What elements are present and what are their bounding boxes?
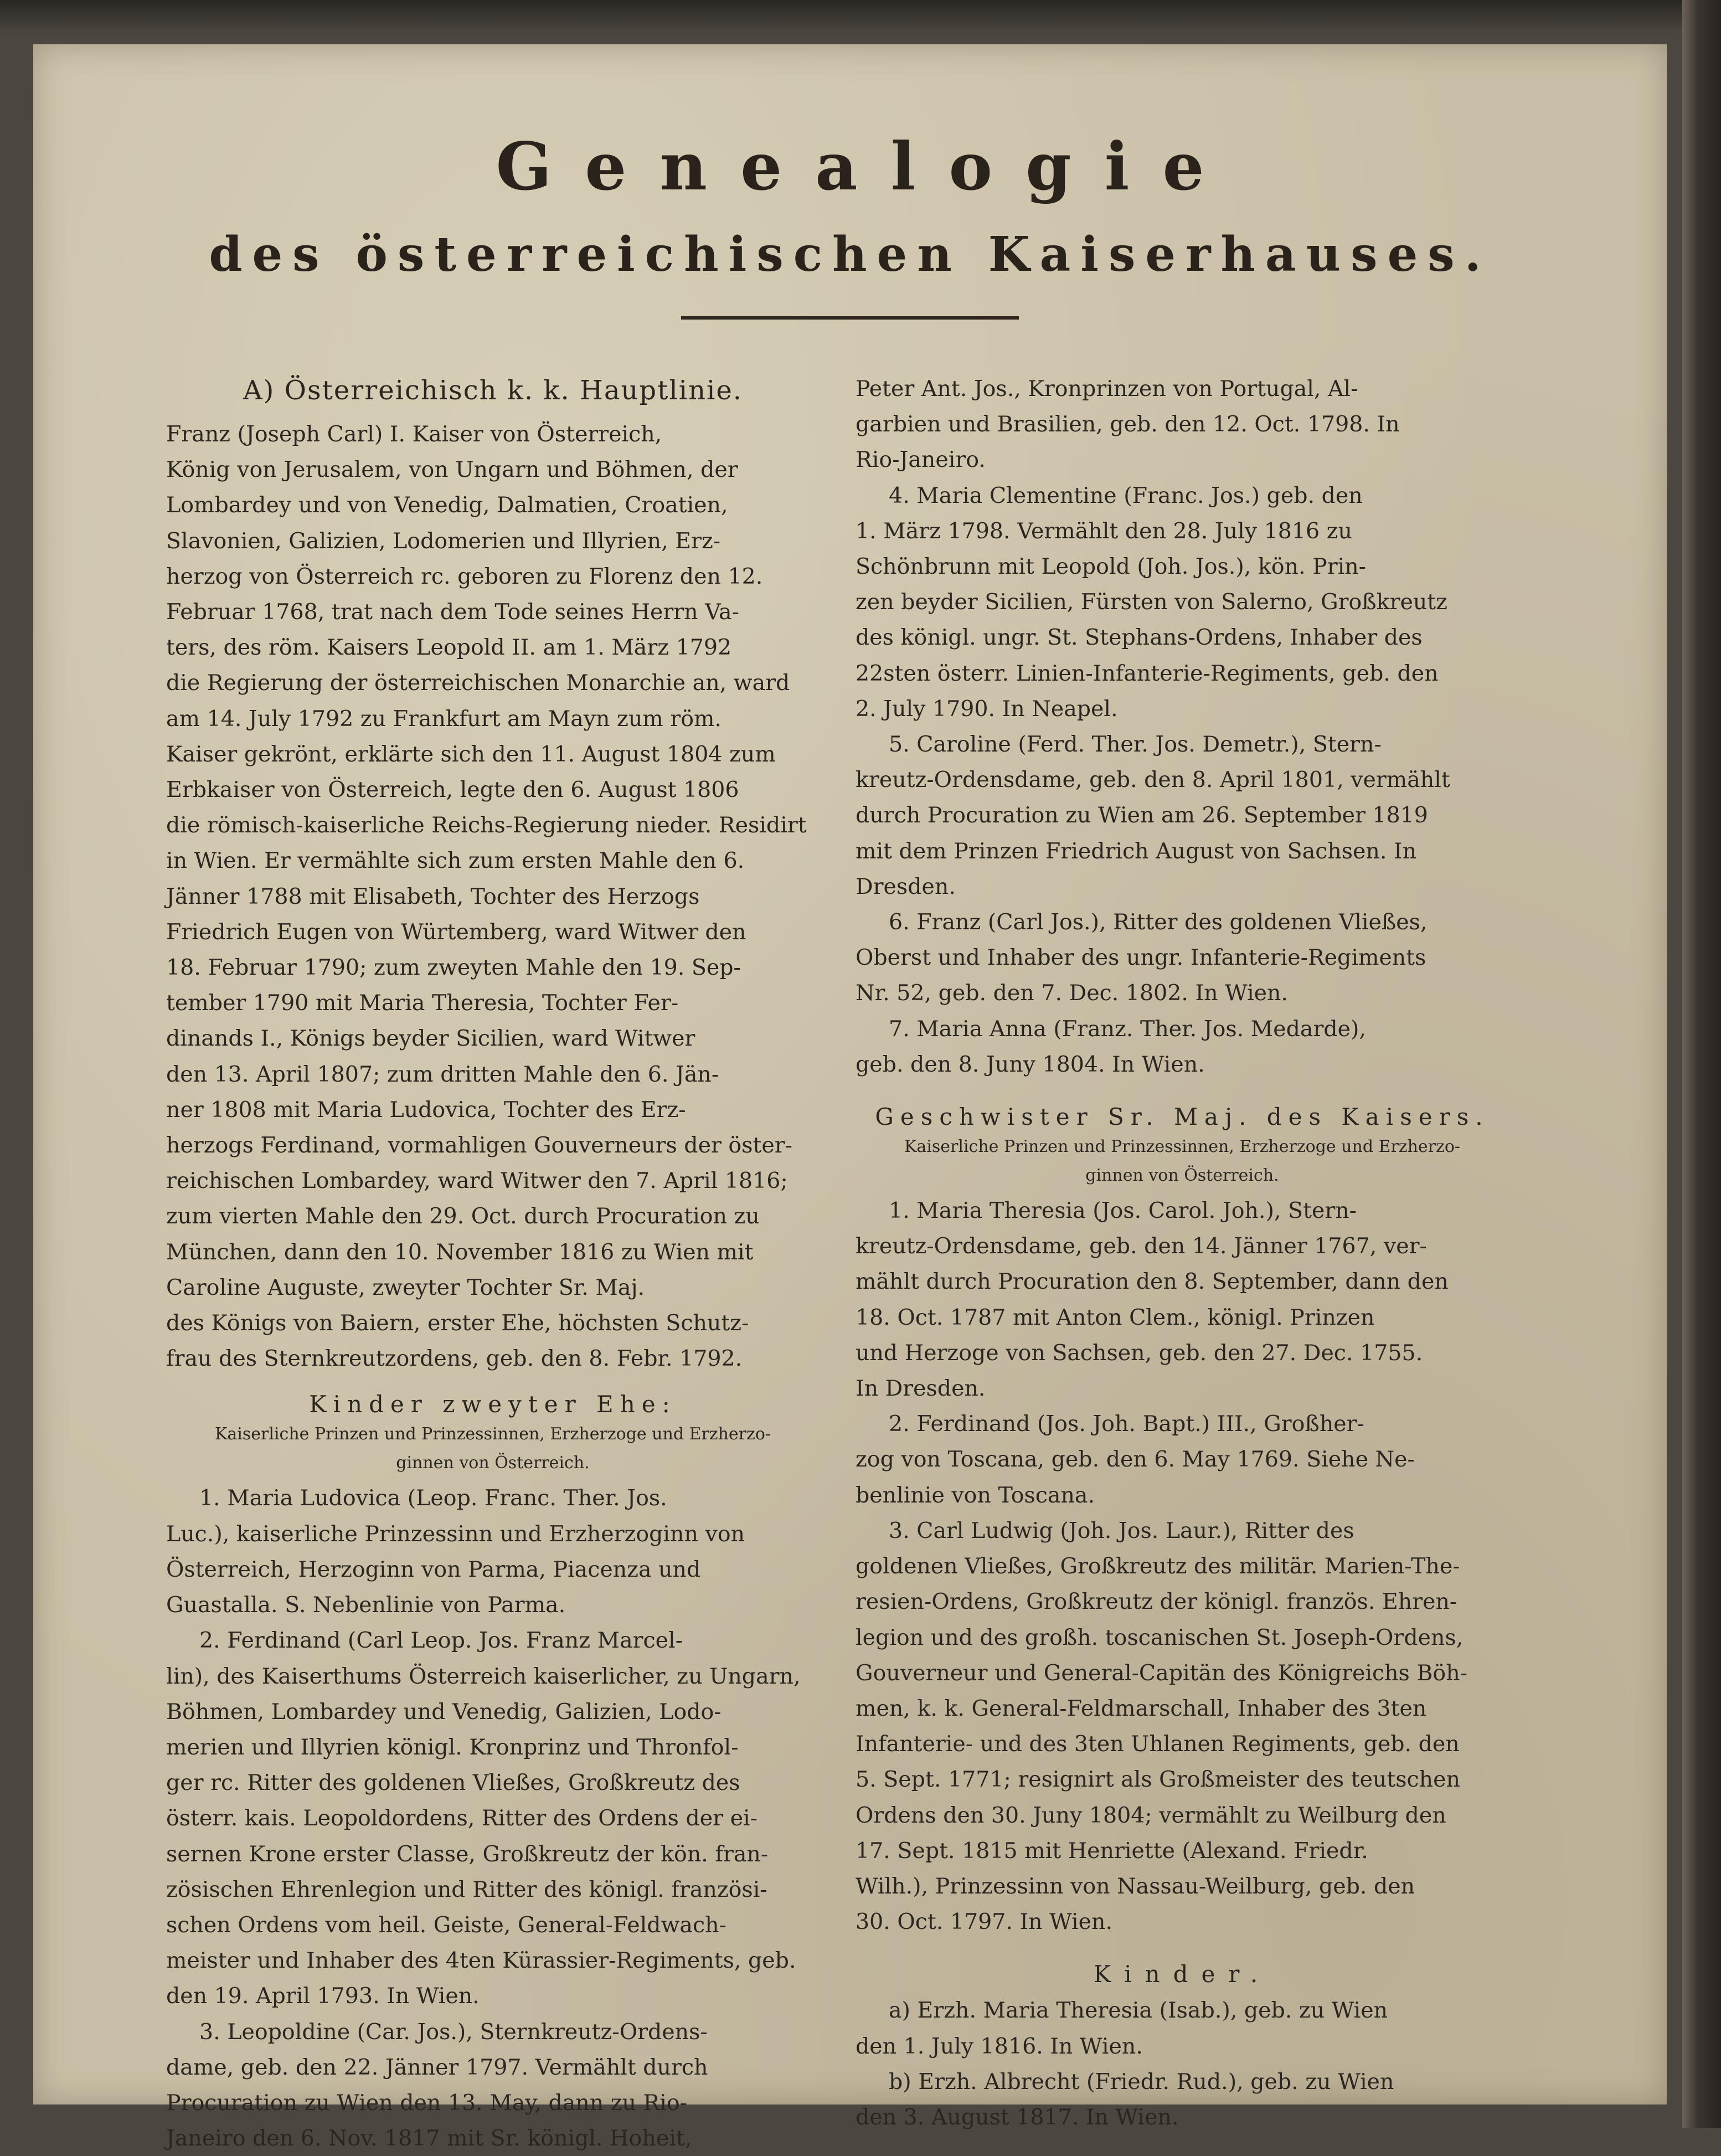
emperor-biography xyxy=(166,416,820,1376)
text-line: legion und des großh. toscanischen St. Joseph-Ordens, xyxy=(856,1624,1464,1650)
text-line: Österreich, Herzoginn von Parma, Piacenza und xyxy=(166,1556,701,1582)
text-line: ger rc. Ritter des goldenen Vließes, Großkreutz des xyxy=(166,1770,740,1796)
text-line: lin), des Kaiserthums Österreich kaiserlicher, zu Ungarn, xyxy=(166,1663,801,1689)
text-line: Slavonien, Galizien, Lodomerien und Illyrien, Erz- xyxy=(166,528,721,554)
text-line: 18. Februar 1790; zum zweyten Mahle den 19. Sep- xyxy=(166,955,741,981)
text-line: Friedrich Eugen von Würtemberg, ward Witwer den xyxy=(166,919,746,945)
text-line: zog von Toscana, geb. den 6. May 1769. Siehe Ne- xyxy=(856,1447,1415,1473)
siblings-list xyxy=(856,1193,1509,1939)
text-line: Infanterie- und des 3ten Uhlanen Regiments, geb. den xyxy=(856,1731,1460,1757)
text-line: 4. Maria Clementine (Franc. Jos.) geb. den xyxy=(889,482,1363,508)
siblings-heading: Geschwister Sr. Maj. des Kaisers. xyxy=(875,1103,1490,1131)
text-line: mit dem Prinzen Friedrich August von Sachsen. In xyxy=(856,838,1417,864)
text-line: am 14. July 1792 zu Frankfurt am Mayn zum röm. xyxy=(166,706,722,732)
text-line: garbien und Brasilien, geb. den 12. Oct. 1798. In xyxy=(856,411,1400,438)
text-line: Oberst und Inhaber des ungr. Infanterie-Regiments xyxy=(856,945,1426,971)
children-heading: Kinder zweyter Ehe: xyxy=(309,1391,677,1418)
text-line: 17. Sept. 1815 mit Henriette (Alexand. Friedr. xyxy=(856,1838,1368,1864)
text-line: Janeiro den 6. Nov. 1817 mit Sr. königl. Hoheit, xyxy=(166,2126,692,2152)
text-line: goldenen Vließes, Großkreutz des militär. Marien-The- xyxy=(856,1553,1460,1579)
text-line: geb. den 8. Juny 1804. In Wien. xyxy=(856,1051,1205,1077)
text-line: 7. Maria Anna (Franz. Ther. Jos. Medarde), xyxy=(889,1016,1366,1042)
text-line: a) Erzh. Maria Theresia (Isab.), geb. zu Wien xyxy=(889,1998,1388,2024)
note-line: ginnen von Österreich. xyxy=(1085,1166,1279,1186)
title-divider xyxy=(681,316,1019,320)
text-line: 5. Sept. 1771; resignirt als Großmeister des teutschen xyxy=(856,1767,1460,1793)
text-line: In Dresden. xyxy=(856,1376,986,1402)
text-line: Luc.), kaiserliche Prinzessinn und Erzherzoginn von xyxy=(166,1521,745,1547)
note-line: ginnen von Österreich. xyxy=(396,1453,590,1473)
page-header xyxy=(33,127,1667,320)
text-line: herzog von Österreich rc. geboren zu Florenz den 12. xyxy=(166,563,763,589)
note-line: Kaiserliche Prinzen und Prinzessinnen, Erzherzoge und Erzherzo- xyxy=(904,1137,1461,1157)
left-column xyxy=(166,371,820,2156)
note-line: Kaiserliche Prinzen und Prinzessinnen, Erzherzoge und Erzherzo- xyxy=(214,1424,771,1444)
text-line: benlinie von Toscana. xyxy=(856,1482,1095,1508)
text-line: in Wien. Er vermählte sich zum ersten Mahle den 6. xyxy=(166,848,745,874)
text-line: schen Ordens vom heil. Geiste, General-Feldwach- xyxy=(166,1912,726,1938)
text-line: zum vierten Mahle den 29. Oct. durch Procuration zu xyxy=(166,1203,760,1229)
text-line: b) Erzh. Albrecht (Friedr. Rud.), geb. zu Wien xyxy=(889,2068,1394,2095)
text-line: 3. Carl Ludwig (Joh. Jos. Laur.), Ritter des xyxy=(889,1517,1354,1543)
kinder-list xyxy=(856,1993,1509,2135)
section-title-hauptlinie: A) Österreichisch k. k. Hauptlinie. xyxy=(243,375,743,406)
book-binding-edge xyxy=(1682,0,1721,2128)
scan-background-top xyxy=(0,0,1721,33)
text-line: Lombardey und von Venedig, Dalmatien, Croatien, xyxy=(166,492,728,518)
text-line: den 1. July 1816. In Wien. xyxy=(856,2033,1143,2059)
text-line: merien und Illyrien königl. Kronprinz und Thronfol- xyxy=(166,1734,739,1760)
text-line: 2. Ferdinand (Carl Leop. Jos. Franz Marcel- xyxy=(199,1628,683,1654)
text-line: reichischen Lombardey, ward Witwer den 7. April 1816; xyxy=(166,1168,788,1194)
children-note xyxy=(166,1423,820,1475)
text-line: zösischen Ehrenlegion und Ritter des königl. französi- xyxy=(166,1876,767,1902)
text-line: frau des Sternkreutzordens, geb. den 8. Febr. 1792. xyxy=(166,1346,743,1372)
text-line: dame, geb. den 22. Jänner 1797. Vermählt durch xyxy=(166,2054,708,2080)
text-line: Wilh.), Prinzessinn von Nassau-Weilburg, geb. den xyxy=(856,1873,1415,1899)
text-line: kreutz-Ordensdame, geb. den 14. Jänner 1767, ver- xyxy=(856,1233,1427,1259)
right-column xyxy=(856,371,1509,2135)
text-line: den 3. August 1817. In Wien. xyxy=(856,2104,1179,2130)
text-line: des Königs von Baiern, erster Ehe, höchsten Schutz- xyxy=(166,1310,749,1336)
text-line: 1. März 1798. Vermählt den 28. July 1816 zu xyxy=(856,518,1352,544)
text-line: 1. Maria Ludovica (Leop. Franc. Ther. Jos. xyxy=(199,1485,667,1511)
text-line: Franz (Joseph Carl) I. Kaiser von Österreich, xyxy=(166,421,662,447)
text-line: Februar 1768, trat nach dem Tode seines Herrn Va- xyxy=(166,599,739,625)
text-line: zen beyder Sicilien, Fürsten von Salerno, Großkreutz xyxy=(856,589,1447,615)
text-line: Procuration zu Wien den 13. May, dann zu Rio- xyxy=(166,2090,688,2116)
text-line: des königl. ungr. St. Stephans-Ordens, Inhaber des xyxy=(856,625,1423,651)
text-line: König von Jerusalem, von Ungarn und Böhmen, der xyxy=(166,457,738,483)
text-line: den 19. April 1793. In Wien. xyxy=(166,1983,480,2009)
text-line: men, k. k. General-Feldmarschall, Inhaber des 3ten xyxy=(856,1695,1427,1721)
text-line: 2. Ferdinand (Jos. Joh. Bapt.) III., Großher- xyxy=(889,1411,1364,1437)
text-line: Schönbrunn mit Leopold (Joh. Jos.), kön. Prin- xyxy=(856,554,1367,580)
text-line: 22sten österr. Linien-Infanterie-Regiments, geb. den xyxy=(856,660,1439,686)
text-line: 5. Caroline (Ferd. Ther. Jos. Demetr.), Stern- xyxy=(889,732,1382,758)
text-line: 30. Oct. 1797. In Wien. xyxy=(856,1909,1113,1935)
text-line: ters, des röm. Kaisers Leopold II. am 1. März 1792 xyxy=(166,635,732,661)
text-line: den 13. April 1807; zum dritten Mahle den 6. Jän- xyxy=(166,1061,719,1087)
text-line: Böhmen, Lombardey und Venedig, Galizien, Lodo- xyxy=(166,1699,722,1725)
text-line: ner 1808 mit Maria Ludovica, Tochter des Erz- xyxy=(166,1097,686,1123)
text-line: Dresden. xyxy=(856,873,956,899)
kinder-heading: Kinder. xyxy=(1093,1961,1271,1988)
text-line: mählt durch Procuration den 8. September, dann den xyxy=(856,1269,1449,1295)
text-line: sernen Krone erster Classe, Großkreutz der kön. fran- xyxy=(166,1841,769,1867)
text-line: 18. Oct. 1787 mit Anton Clem., königl. Prinzen xyxy=(856,1304,1375,1330)
text-line: österr. kais. Leopoldordens, Ritter des Ordens der ei- xyxy=(166,1805,758,1831)
page-title: Genealogie xyxy=(496,128,1238,205)
text-line: Ordens den 30. Juny 1804; vermählt zu Weilburg den xyxy=(856,1802,1446,1828)
text-line: dinands I., Königs beyder Sicilien, ward Witwer xyxy=(166,1026,695,1052)
text-line: resien-Ordens, Großkreutz der königl. französ. Ehren- xyxy=(856,1589,1457,1615)
text-line: Nr. 52, geb. den 7. Dec. 1802. In Wien. xyxy=(856,980,1288,1006)
text-line: Caroline Auguste, zweyter Tochter Sr. Maj. xyxy=(166,1274,645,1300)
children-list-continued xyxy=(856,371,1509,1082)
text-line: Kaiser gekrönt, erklärte sich den 11. August 1804 zum xyxy=(166,741,776,767)
text-line: 3. Leopoldine (Car. Jos.), Sternkreutz-Ordens- xyxy=(199,2019,708,2045)
text-line: Guastalla. S. Nebenlinie von Parma. xyxy=(166,1592,566,1618)
text-line: Jänner 1788 mit Elisabeth, Tochter des Herzogs xyxy=(166,883,700,909)
page-subtitle: des österreichischen Kaiserhauses. xyxy=(209,226,1491,282)
text-line: meister und Inhaber des 4ten Kürassier-Regiments, geb. xyxy=(166,1948,796,1974)
text-line: Gouverneur und General-Capitän des Königreichs Böh- xyxy=(856,1660,1467,1686)
text-line: 1. Maria Theresia (Jos. Carol. Joh.), Stern- xyxy=(889,1198,1357,1224)
text-line: Rio-Janeiro. xyxy=(856,447,986,473)
children-list xyxy=(166,1480,820,2156)
document-page xyxy=(33,44,1667,2152)
text-line: die Regierung der österreichischen Monarchie an, ward xyxy=(166,670,790,696)
text-line: Peter Ant. Jos., Kronprinzen von Portugal, Al- xyxy=(856,376,1358,402)
text-line: 6. Franz (Carl Jos.), Ritter des goldenen Vließes, xyxy=(889,909,1428,935)
text-line: Erbkaiser von Österreich, legte den 6. August 1806 xyxy=(166,777,739,803)
text-line: herzogs Ferdinand, vormahligen Gouverneurs der öster- xyxy=(166,1133,792,1159)
text-line: und Herzoge von Sachsen, geb. den 27. Dec. 1755. xyxy=(856,1340,1423,1366)
text-line: München, dann den 10. November 1816 zu Wien mit xyxy=(166,1239,754,1265)
text-line: kreutz-Ordensdame, geb. den 8. April 1801, vermählt xyxy=(856,767,1450,793)
siblings-note xyxy=(856,1135,1509,1187)
text-line: durch Procuration zu Wien am 26. September 1819 xyxy=(856,802,1428,829)
text-line: tember 1790 mit Maria Theresia, Tochter Fer- xyxy=(166,990,679,1016)
text-line: 2. July 1790. In Neapel. xyxy=(856,696,1118,722)
text-line: die römisch-kaiserliche Reichs-Regierung nieder. Residirt xyxy=(166,812,807,838)
